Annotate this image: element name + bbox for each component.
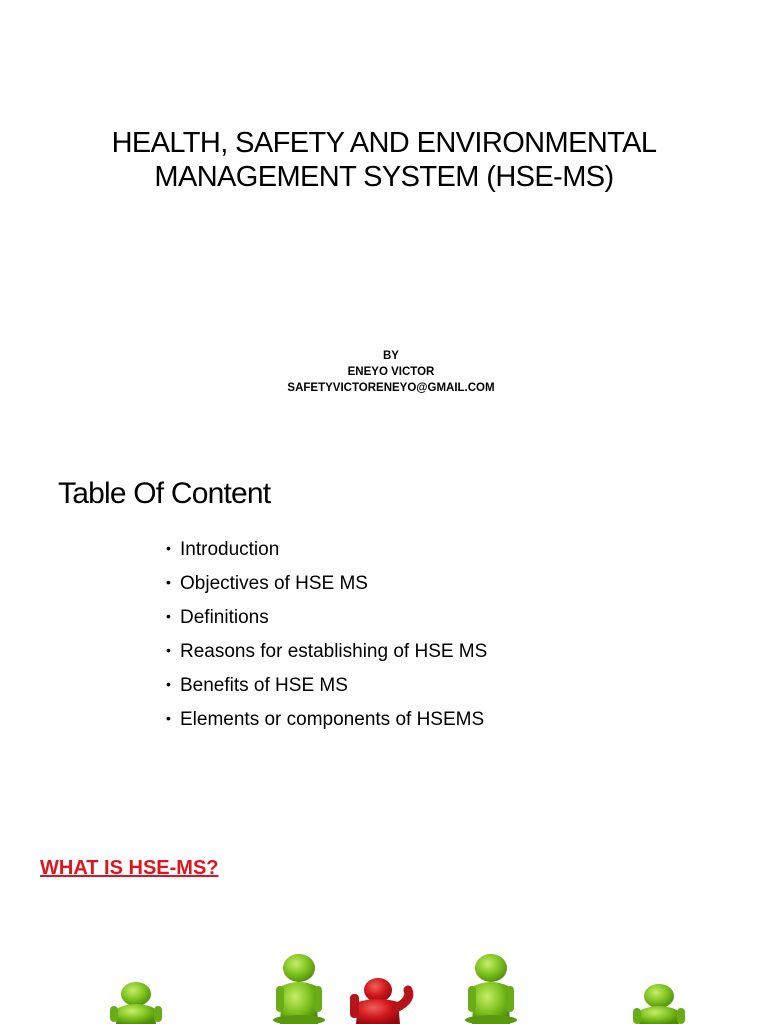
green-person-icon: [110, 982, 162, 1024]
bullet-icon: •: [166, 540, 171, 556]
bullet-icon: •: [166, 574, 171, 590]
toc-title: Table Of Content: [58, 477, 271, 510]
toc-item-label: Objectives of HSE MS: [180, 573, 368, 594]
toc-item-label: Definitions: [180, 607, 269, 628]
author-email: SAFETYVICTORENEYO@GMAIL.COM: [287, 382, 495, 394]
author-block: [0, 348, 768, 396]
bullet-icon: •: [166, 642, 171, 658]
title-slide: [0, 0, 768, 452]
toc-item-label: Elements or components of HSEMS: [180, 709, 485, 730]
title-line-1: HEALTH, SAFETY AND ENVIRONMENTAL: [111, 127, 657, 159]
slide-heading: WHAT IS HSE-MS?: [40, 857, 219, 879]
green-person-icon: [273, 954, 325, 1024]
toc-item-label: Reasons for establishing of HSE MS: [180, 641, 488, 662]
toc-item-label: Benefits of HSE MS: [180, 675, 348, 696]
bullet-icon: •: [166, 608, 171, 624]
presentation-title: [0, 126, 768, 194]
toc-item-label: Introduction: [180, 539, 280, 560]
people-illustration: [0, 938, 768, 1024]
toc-item: [166, 600, 487, 634]
what-is-hse-ms-slide: [0, 828, 768, 1024]
bullet-icon: •: [166, 676, 171, 692]
toc-item: [166, 634, 487, 668]
toc-item: [166, 532, 487, 566]
table-of-content-slide: [0, 452, 768, 828]
toc-item: [166, 668, 487, 702]
toc-item: [166, 702, 487, 736]
bullet-icon: •: [166, 710, 171, 726]
by-label: BY: [383, 350, 399, 362]
title-line-2: MANAGEMENT SYSTEM (HSE-MS): [154, 161, 614, 193]
toc-list: [166, 532, 487, 736]
green-person-icon: [633, 984, 685, 1024]
toc-item: [166, 566, 487, 600]
author-name: ENEYO VICTOR: [347, 366, 435, 378]
green-person-icon: [465, 954, 517, 1024]
red-person-icon: [350, 978, 409, 1024]
